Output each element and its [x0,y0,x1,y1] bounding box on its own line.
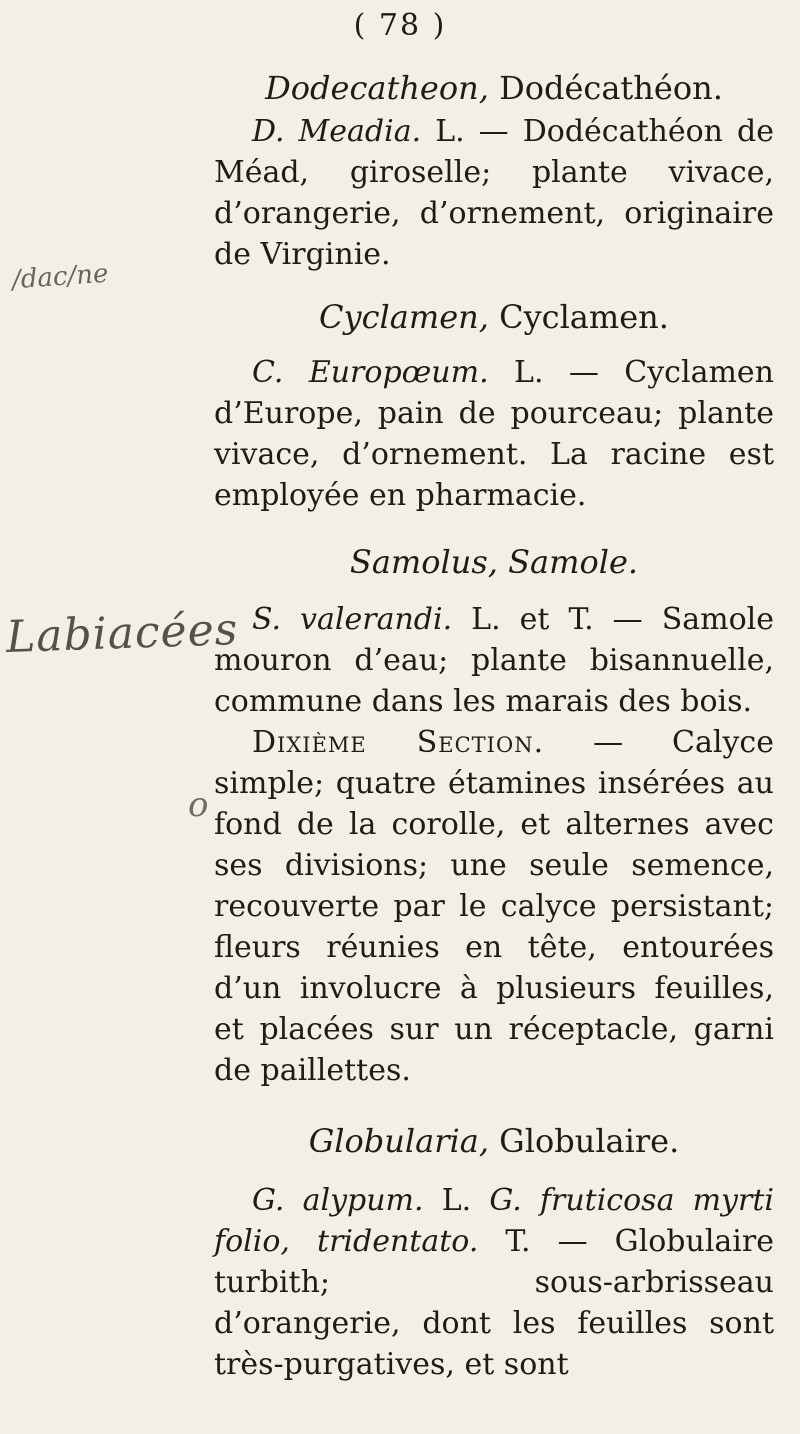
margin-note-handwritten: o [188,785,209,825]
genus-heading [214,542,774,583]
genus-latin: Globularia, [308,1122,489,1160]
genus-french: Dodécathéon. [499,69,723,107]
genus-heading [214,1121,774,1162]
species-description: L. — Dodécathéon de Méad, giroselle; plante vivace, d’orangerie, d’ornement, originaire de Virginie. [214,114,774,272]
section-text: — Calyce simple; quatre étamines insérées au fond de la corolle, et alternes avec ses divisions; une seule semence, recouverte par le calyce persistant; fleurs réunies en tête, entourées d’un involucre à plusieurs feuilles, et placées sur un réceptacle, garni de paillettes. [214,725,774,1088]
genus-latin: Dodecatheon, [265,69,489,107]
species-entry [214,599,774,722]
species-description: L. et T. — Samole mouron d’eau; plante bisannuelle, commune dans les marais des bois. [214,602,775,719]
genus-latin: Cyclamen, [319,298,489,336]
species-description: L. — Cyclamen d’Europe, pain de pourceau; plante vivace, d’ornement. La racine est employée en pharmacie. [214,355,774,513]
page-number: ( 78 ) [353,8,447,43]
genus-heading [214,297,774,338]
species-authority: L. [441,1183,472,1218]
species-latin: S. valerandi. [252,602,453,637]
species-entry [214,1180,774,1385]
species-latin: D. Meadia. [252,114,422,149]
section-paragraph [214,722,774,1091]
margin-note-handwritten: /dac/ne [11,258,110,296]
species-entry [214,352,774,516]
species-latin: G. alypum. [252,1183,424,1218]
genus-heading [214,68,774,109]
species-entry [214,111,774,275]
species-synonym: G. fruticosa myrti folio, tridentato. [214,1183,774,1259]
genus-french: Cyclamen. [499,298,669,336]
species-description: T. — Globulaire turbith; sous-arbrisseau d’orangerie, dont les feuilles sont très-purgatives, et sont [214,1224,774,1382]
genus-latin: Samolus, Samole. [349,543,639,581]
species-latin: C. Europœum. [252,355,489,390]
section-heading: Dixième Section. [252,725,545,760]
text-column [214,68,774,1385]
margin-note-handwritten: Labiacées [5,603,240,664]
genus-french: Globulaire. [499,1122,680,1160]
